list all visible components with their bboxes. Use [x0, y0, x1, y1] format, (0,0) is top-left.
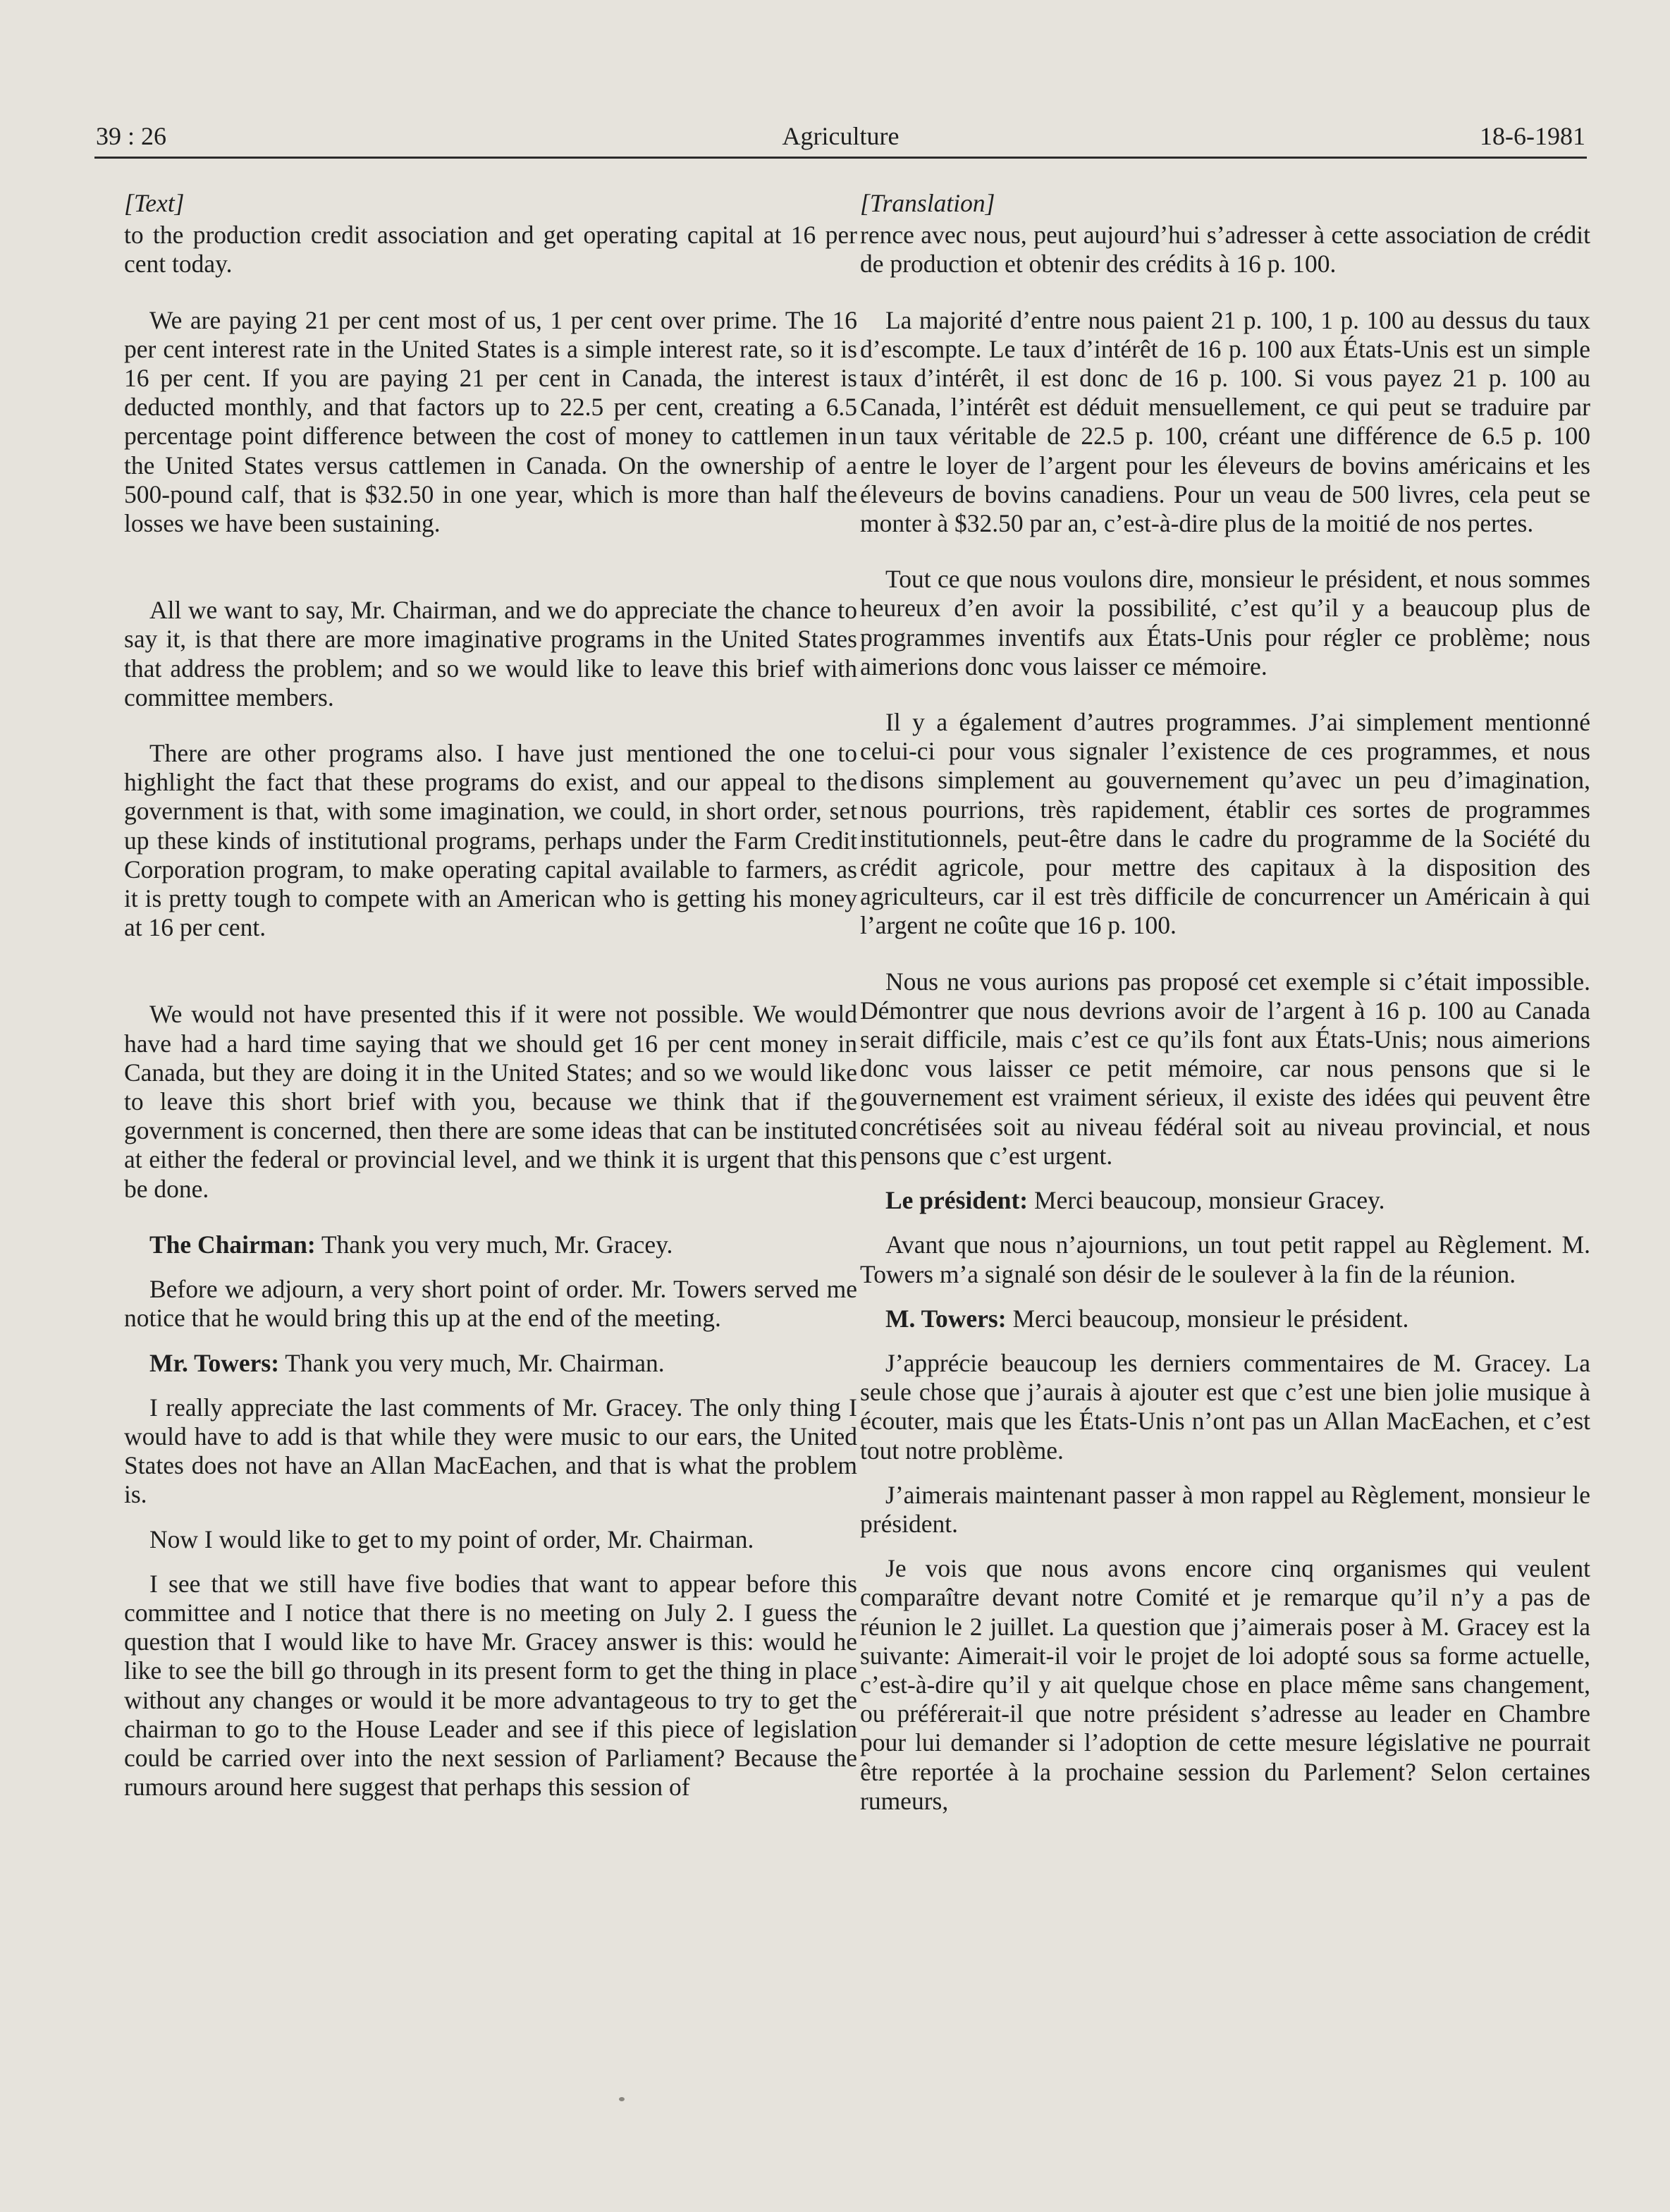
paragraph: All we want to say, Mr. Chairman, and we do appreciate the chance to say it, is that there are more imaginative programs in the United States that address the problem; and so we would like to leave this brief with committee members.: [124, 596, 857, 711]
paper-speck: [619, 2097, 625, 2101]
paragraph: Before we adjourn, a very short point of order. Mr. Towers served me notice that he would bring this up at the end of the meeting.: [124, 1275, 857, 1333]
paragraph: Je vois que nous avons encore cinq organismes qui veulent comparaître devant notre Comité et je remarque qu’il n’y a pas de réunion le 2 juillet. La question que j’aimerais poser à M. Gracey est la suivante: Aimerait-il voir le projet de loi adopté sous sa forme actuelle, c’est-à-dire qu’il y ait quelque chose en place même sans changement, ou préférerait-il que notre président s’adresse au leader en Chambre pour lui demander si l’adoption de cette mesure législative ne pourrait être reportée à la prochaine session du Parlement? Selon certaines rumeurs,: [860, 1554, 1590, 1815]
speaker-paragraph: [860, 1186, 1590, 1215]
speech-text: Thank you very much, Mr. Chairman.: [279, 1348, 665, 1377]
speaker-name: M. Towers:: [885, 1304, 1007, 1333]
running-title: Agriculture: [782, 122, 900, 150]
speech-text: Merci beaucoup, monsieur le président.: [1006, 1304, 1409, 1333]
page-date: 18-6-1981: [1480, 122, 1585, 150]
page-number: 39 : 26: [96, 122, 167, 150]
speech-text: Merci beaucoup, monsieur Gracey.: [1028, 1186, 1385, 1215]
text-marker: [Text]: [124, 189, 185, 217]
paragraph: Nous ne vous aurions pas proposé cet exemple si c’était impossible. Démontrer que nous devrions avoir de l’argent à 16 p. 100 au Canada serait difficile, mais c’est ce qu’ils font aux États-Unis; nous aimerions donc vous laisser ce petit mémoire, car nous pensons que si le gouvernement est vraiment sérieux, il existe des idées qui peuvent être concrétisées soit au niveau fédéral soit au niveau provincial, et nous pensons que c’est urgent.: [860, 967, 1590, 1170]
speaker-name: The Chairman:: [149, 1230, 316, 1259]
paragraph: We are paying 21 per cent most of us, 1 per cent over prime. The 16 per cent interest rate in the United States is a simple interest rate, so it is 16 per cent. If you are paying 21 per cent in Canada, the interest is deducted monthly, and that factors up to 22.5 per cent, creating a 6.5 percentage point difference between the cost of money to cattlemen in the United States versus cattlemen in Canada. On the ownership of a 500-pound calf, that is $32.50 in one year, which is more than half the losses we have been sustaining.: [124, 305, 857, 538]
paragraph: to the production credit association and get operating capital at 16 per cent today.: [124, 221, 857, 279]
paragraph: There are other programs also. I have just mentioned the one to highlight the fact that these programs do exist, and our appeal to the government is that, with some imagination, we could, in short order, set up these kinds of institutional programs, perhaps under the Farm Credit Corporation program, to make operating capital available to farmers, as it is pretty tough to compete with an American who is getting his money at 16 per cent.: [124, 739, 857, 942]
paragraph: Now I would like to get to my point of order, Mr. Chairman.: [149, 1524, 754, 1553]
speaker-name: Mr. Towers:: [149, 1348, 280, 1377]
paragraph: J’apprécie beaucoup les derniers commentaires de M. Gracey. La seule chose que j’aurais à ajouter est que c’est une bien jolie musique à écouter, mais que les États-Unis n’ont pas un Allan MacEachen, et c’est tout notre problème.: [860, 1348, 1590, 1465]
speaker-paragraph: [124, 1349, 857, 1378]
french-column: [860, 189, 1590, 1816]
paragraph: I see that we still have five bodies that want to appear before this committee and I notice that there is no meeting on July 2. I guess the question that I would like to have Mr. Gracey answer is this: would he like to see the bill go through in its present form to get the thing in place without any changes or would it be more advantageous to try to get the chairman to go to the House Leader and see if this piece of legislation could be carried over into the next session of Parliament? Because the rumours around here suggest that perhaps this session of: [124, 1569, 857, 1802]
paragraph: rence avec nous, peut aujourd’hui s’adresser à cette association de crédit de production et obtenir des crédits à 16 p. 100.: [860, 221, 1590, 279]
speaker-name: Le président:: [885, 1186, 1029, 1215]
speaker-paragraph: [124, 1230, 857, 1259]
paragraph: Avant que nous n’ajournions, un tout petit rappel au Règlement. M. Towers m’a signalé son désir de le soulever à la fin de la réunion.: [860, 1230, 1590, 1288]
page-header: [94, 118, 1587, 159]
english-column: [124, 189, 857, 1802]
speaker-paragraph: [860, 1304, 1590, 1333]
paragraph: I really appreciate the last comments of Mr. Gracey. The only thing I would have to add is that while they were music to our ears, the United States does not have an Allan MacEachen, and that is what the problem is.: [124, 1393, 857, 1509]
paragraph: J’aimerais maintenant passer à mon rappel au Règlement, monsieur le président.: [860, 1480, 1590, 1538]
speech-text: Thank you very much, Mr. Gracey.: [315, 1230, 673, 1259]
translation-marker: [Translation]: [860, 189, 995, 217]
paragraph: La majorité d’entre nous paient 21 p. 100, 1 p. 100 au dessus du taux d’escompte. Le taux d’intérêt de 16 p. 100 aux États-Unis est un simple taux d’intérêt, il est donc de 16 p. 100. Si vous payez 21 p. 100 au Canada, l’intérêt est déduit mensuellement, ce qui peut se traduire par un taux véritable de 22.5 p. 100, créant une différence de 6.5 p. 100 entre le loyer de l’argent pour les éleveurs de bovins américains et les éleveurs de bovins canadiens. Pour un veau de 500 livres, cela peut se monter à $32.50 par an, c’est-à-dire plus de la moitié de nos pertes.: [860, 305, 1590, 538]
paragraph: Il y a également d’autres programmes. J’ai simplement mentionné celui-ci pour vous signaler l’existence de ces programmes, et nous disons simplement au gouvernement qu’avec un peu d’imagination, nous pourrions, très rapidement, établir ces sortes de programmes institutionnels, peut-être dans le cadre du programme de la Société du crédit agricole, pour mettre des capitaux à la disposition des agriculteurs, car il est très difficile de concurrencer un Américain à qui l’argent ne coûte que 16 p. 100.: [860, 708, 1590, 940]
paragraph: We would not have presented this if it were not possible. We would have had a hard time saying that we should get 16 per cent money in Canada, but they are doing it in the United States; and so we would like to leave this short brief with you, because we think that if the government is concerned, then there are some ideas that can be instituted at either the federal or provincial level, and we think it is urgent that this be done.: [124, 1000, 857, 1203]
paragraph: Tout ce que nous voulons dire, monsieur le président, et nous sommes heureux d’en avoir la possibilité, c’est qu’il y a beaucoup plus de programmes inventifs aux États-Unis pour régler ce problème; nous aimerions donc vous laisser ce mémoire.: [860, 565, 1590, 680]
